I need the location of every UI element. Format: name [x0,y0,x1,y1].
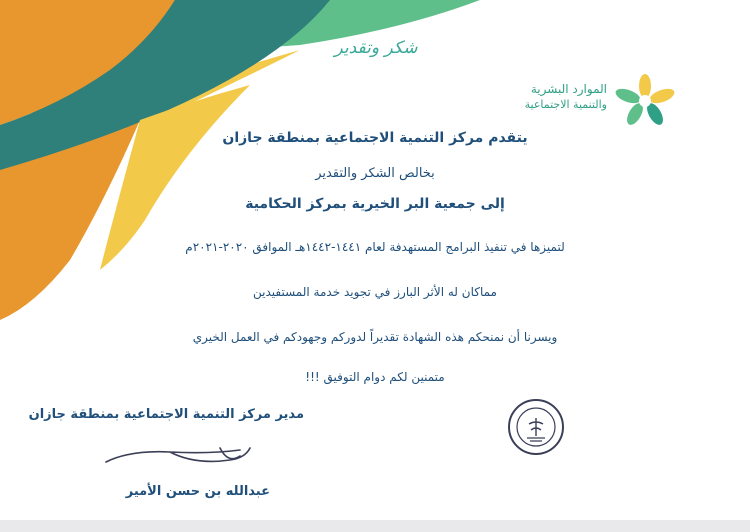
signatory-title: مدير مركز التنمية الاجتماعية بمنطقة جازان [28,407,304,422]
handwritten-signature [100,440,260,474]
achievement-line: لتميزها في تنفيذ البرامج المستهدفة لعام ١٤٤١-١٤٤٢هـ الموافق ٢٠٢٠-٢٠٢١م [185,240,565,254]
official-seal [507,398,565,456]
ministry-logo-icon [612,74,678,130]
signatory-name: عبدالله بن حسن الأمير [125,484,270,499]
closing-line: متمنين لكم دوام التوفيق !!! [305,370,445,384]
impact-line: مماكان له الأثر البارز في تجويد خدمة المستفيدين [253,285,497,299]
recipient-line: إلى جمعية البر الخيرية بمركز الحكامية [245,196,505,212]
thanks-line: بخالص الشكر والتقدير [315,166,435,181]
org-name-line2: والتنمية الاجتماعية [524,98,607,111]
calligraphy-title: شكر وتقدير [334,38,418,58]
presenter-line: يتقدم مركز التنمية الاجتماعية بمنطقة جازان [222,130,528,146]
org-name-line1: الموارد البشرية [530,82,607,96]
award-line: ويسرنا أن نمنحكم هذه الشهادة تقديراً لدوركم وجهودكم في العمل الخيري [192,330,558,344]
